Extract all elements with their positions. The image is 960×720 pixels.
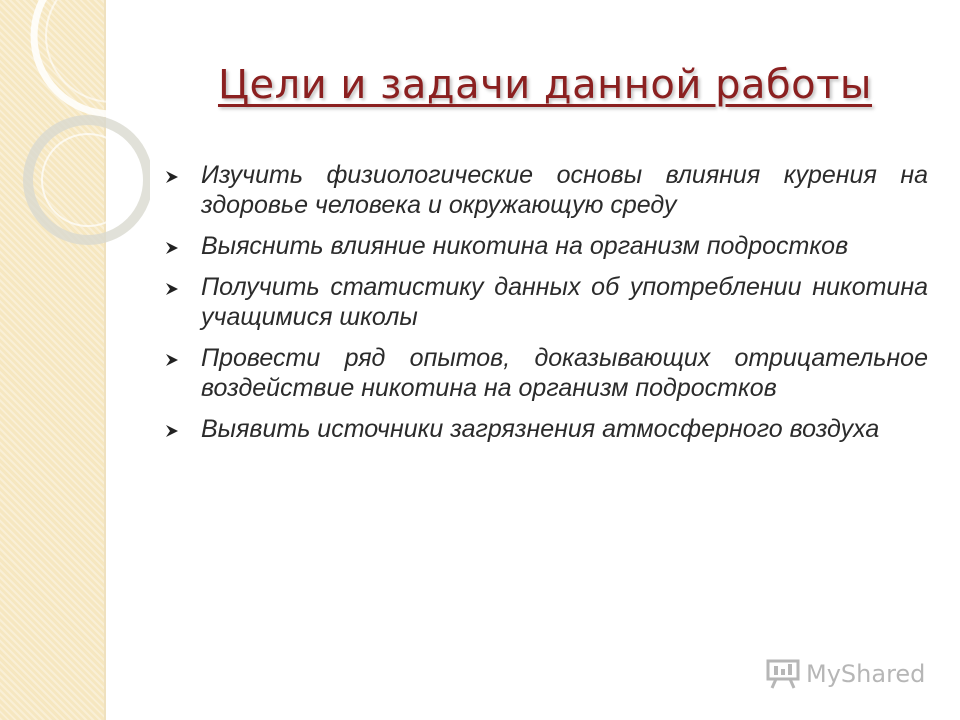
myshared-watermark (766, 656, 925, 692)
watermark-text: MyShared (806, 660, 926, 688)
decorative-ring-small-inner (42, 134, 134, 226)
bullet-text: Получить статистику данных об употреблении никотина учащимися школы (201, 273, 928, 331)
bullet-list (165, 160, 928, 455)
decorative-ring-small (28, 120, 148, 240)
arrow-bullet-icon (165, 282, 179, 296)
arrow-bullet-icon (165, 424, 179, 438)
decorative-ring-large (34, 0, 150, 114)
bullet-text: Выявить источники загрязнения атмосферного воздуха (201, 415, 880, 443)
bullet-item (165, 272, 928, 332)
arrow-bullet-icon (165, 170, 179, 184)
bullet-text: Выяснить влияние никотина на организм подростков (201, 232, 849, 260)
bullet-item (165, 414, 928, 444)
bullet-item (165, 231, 928, 261)
decorative-ring-large-inner (46, 0, 150, 102)
bullet-text: Изучить физиологические основы влияния курения на здоровье человека и окружающую среду (201, 161, 928, 219)
presentation-board-icon (766, 659, 800, 689)
slide-title: Цели и задачи данной работы (217, 62, 873, 108)
bullet-item (165, 343, 928, 403)
arrow-bullet-icon (165, 241, 179, 255)
bullet-text: Провести ряд опытов, доказывающих отрицательное воздействие никотина на организм подростков (201, 344, 928, 402)
decorative-rings (0, 0, 150, 330)
arrow-bullet-icon (165, 353, 179, 367)
bullet-item (165, 160, 928, 220)
